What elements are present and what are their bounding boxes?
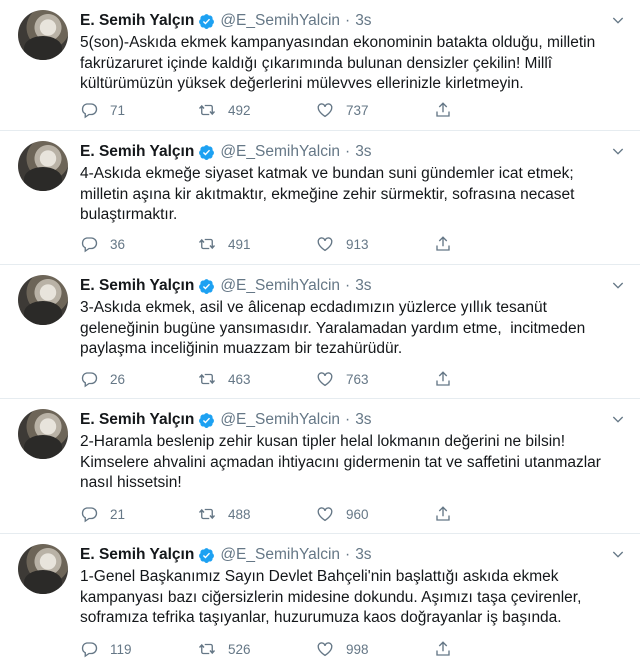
tweet-header xyxy=(80,275,372,297)
retweet-button[interactable] xyxy=(198,235,316,253)
retweet-icon xyxy=(198,370,216,388)
tweet[interactable] xyxy=(0,131,640,265)
tweet[interactable] xyxy=(0,0,640,131)
separator-dot: · xyxy=(345,12,351,29)
verified-badge-icon xyxy=(198,278,215,295)
chevron-down-icon[interactable] xyxy=(610,546,626,562)
tweet-actions xyxy=(80,639,550,659)
retweet-count: 492 xyxy=(228,102,251,118)
avatar[interactable] xyxy=(18,544,68,594)
verified-badge-icon xyxy=(198,412,215,429)
retweet-button[interactable] xyxy=(198,640,316,658)
tweet-time[interactable]: 3s xyxy=(355,143,372,160)
tweet-header xyxy=(80,141,372,163)
reply-icon xyxy=(80,640,98,658)
retweet-count: 526 xyxy=(228,641,251,657)
retweet-icon xyxy=(198,640,216,658)
share-button[interactable] xyxy=(434,370,464,388)
reply-icon xyxy=(80,505,98,523)
reply-count: 21 xyxy=(110,506,126,522)
reply-button[interactable] xyxy=(80,370,198,388)
retweet-button[interactable] xyxy=(198,370,316,388)
reply-count: 119 xyxy=(110,641,132,657)
share-button[interactable] xyxy=(434,640,464,658)
like-button[interactable] xyxy=(316,235,434,253)
like-icon xyxy=(316,505,334,523)
retweet-count: 463 xyxy=(228,371,251,387)
reply-button[interactable] xyxy=(80,640,198,658)
tweet-header xyxy=(80,544,372,566)
reply-button[interactable] xyxy=(80,235,198,253)
like-button[interactable] xyxy=(316,505,434,523)
author-name[interactable]: E. Semih Yalçın xyxy=(80,12,195,29)
like-count: 960 xyxy=(346,506,369,522)
chevron-down-icon[interactable] xyxy=(610,411,626,427)
avatar[interactable] xyxy=(18,275,68,325)
author-name[interactable]: E. Semih Yalçın xyxy=(80,411,195,428)
like-icon xyxy=(316,640,334,658)
author-handle[interactable]: @E_SemihYalcin xyxy=(220,411,341,428)
retweet-count: 488 xyxy=(228,506,251,522)
tweet[interactable] xyxy=(0,265,640,399)
author-handle[interactable]: @E_SemihYalcin xyxy=(220,143,341,160)
like-button[interactable] xyxy=(316,370,434,388)
avatar[interactable] xyxy=(18,409,68,459)
reply-count: 36 xyxy=(110,236,126,252)
share-button[interactable] xyxy=(434,505,464,523)
like-icon xyxy=(316,101,334,119)
reply-count: 71 xyxy=(110,102,126,118)
author-name[interactable]: E. Semih Yalçın xyxy=(80,277,195,294)
reply-icon xyxy=(80,235,98,253)
verified-badge-icon xyxy=(198,13,215,30)
separator-dot: · xyxy=(345,143,351,160)
tweet-time[interactable]: 3s xyxy=(355,546,372,563)
author-name[interactable]: E. Semih Yalçın xyxy=(80,143,195,160)
retweet-icon xyxy=(198,235,216,253)
reply-icon xyxy=(80,370,98,388)
tweet-text: 3-Askıda ekmek, asil ve âlicenap ecdadımızın yüzlerce yıllık tesanüt geleneğinin bugüne yansımasıdır. Yaralamadan yardım etme, incitmeden paylaşma inceliğinin muazzam bir tezahürüdür. xyxy=(80,299,586,357)
separator-dot: · xyxy=(345,411,351,428)
avatar[interactable] xyxy=(18,141,68,191)
verified-badge-icon xyxy=(198,144,215,161)
tweet-text: 2-Haramla beslenip zehir kusan tipler helal lokmanın değerini ne bilsin! Kimselere ahvalini açmadan ihtiyacını gidermenin tat ve saffetini utanmazlar nasıl hissetsin! xyxy=(80,433,601,491)
reply-count: 26 xyxy=(110,371,126,387)
author-handle[interactable]: @E_SemihYalcin xyxy=(220,12,341,29)
share-icon xyxy=(434,235,452,253)
like-icon xyxy=(316,370,334,388)
retweet-count: 491 xyxy=(228,236,251,252)
retweet-button[interactable] xyxy=(198,505,316,523)
author-name[interactable]: E. Semih Yalçın xyxy=(80,546,195,563)
like-button[interactable] xyxy=(316,101,434,119)
share-icon xyxy=(434,370,452,388)
chevron-down-icon[interactable] xyxy=(610,277,626,293)
share-icon xyxy=(434,505,452,523)
tweet-text: 4-Askıda ekmeğe siyaset katmak ve bundan suni gündemler icat etmek; milletin aşına kir akıtmaktır, ekmeğine zehir sürmektir, sofrasına necaset bulaştırmaktır. xyxy=(80,165,575,223)
like-count: 913 xyxy=(346,236,369,252)
reply-icon xyxy=(80,101,98,119)
verified-badge-icon xyxy=(198,547,215,564)
separator-dot: · xyxy=(345,546,351,563)
separator-dot: · xyxy=(345,277,351,294)
tweet-actions xyxy=(80,100,550,120)
tweet-actions xyxy=(80,234,550,254)
reply-button[interactable] xyxy=(80,505,198,523)
author-handle[interactable]: @E_SemihYalcin xyxy=(220,277,341,294)
tweet-header xyxy=(80,10,372,32)
tweet-actions xyxy=(80,504,550,524)
like-count: 763 xyxy=(346,371,369,387)
like-count: 737 xyxy=(346,102,369,118)
chevron-down-icon[interactable] xyxy=(610,143,626,159)
chevron-down-icon[interactable] xyxy=(610,12,626,28)
like-icon xyxy=(316,235,334,253)
author-handle[interactable]: @E_SemihYalcin xyxy=(220,546,341,563)
tweet-text: 1-Genel Başkanımız Sayın Devlet Bahçeli'nin başlattığı askıda ekmek kampanyası bazı ciğersizlerin midesine dokundu. Aşımızı taşa çevirenler, soframıza tefrika taşıyanlar, huzurumuza kaos doğrayanlar iş başında. xyxy=(80,568,582,626)
retweet-icon xyxy=(198,505,216,523)
retweet-button[interactable] xyxy=(198,101,316,119)
share-button[interactable] xyxy=(434,101,464,119)
tweet-time[interactable]: 3s xyxy=(355,411,372,428)
tweet-actions xyxy=(80,369,550,389)
tweet-text: 5(son)-Askıda ekmek kampanyasından ekonominin batakta olduğu, milletin fakrüzaruret içinde kaldığı çıkarımında bulunan densizler çekilin! Millî kültürümüzün yüksek değerlerini mülevves ellerinizle kirletmeyin. xyxy=(80,34,596,92)
tweet-header xyxy=(80,409,372,431)
tweet[interactable] xyxy=(0,534,640,670)
tweet-time[interactable]: 3s xyxy=(355,277,372,294)
tweet-time[interactable]: 3s xyxy=(355,12,372,29)
like-button[interactable] xyxy=(316,640,434,658)
share-icon xyxy=(434,101,452,119)
share-button[interactable] xyxy=(434,235,464,253)
share-icon xyxy=(434,640,452,658)
retweet-icon xyxy=(198,101,216,119)
reply-button[interactable] xyxy=(80,101,198,119)
tweet[interactable] xyxy=(0,399,640,534)
like-count: 998 xyxy=(346,641,369,657)
avatar[interactable] xyxy=(18,10,68,60)
